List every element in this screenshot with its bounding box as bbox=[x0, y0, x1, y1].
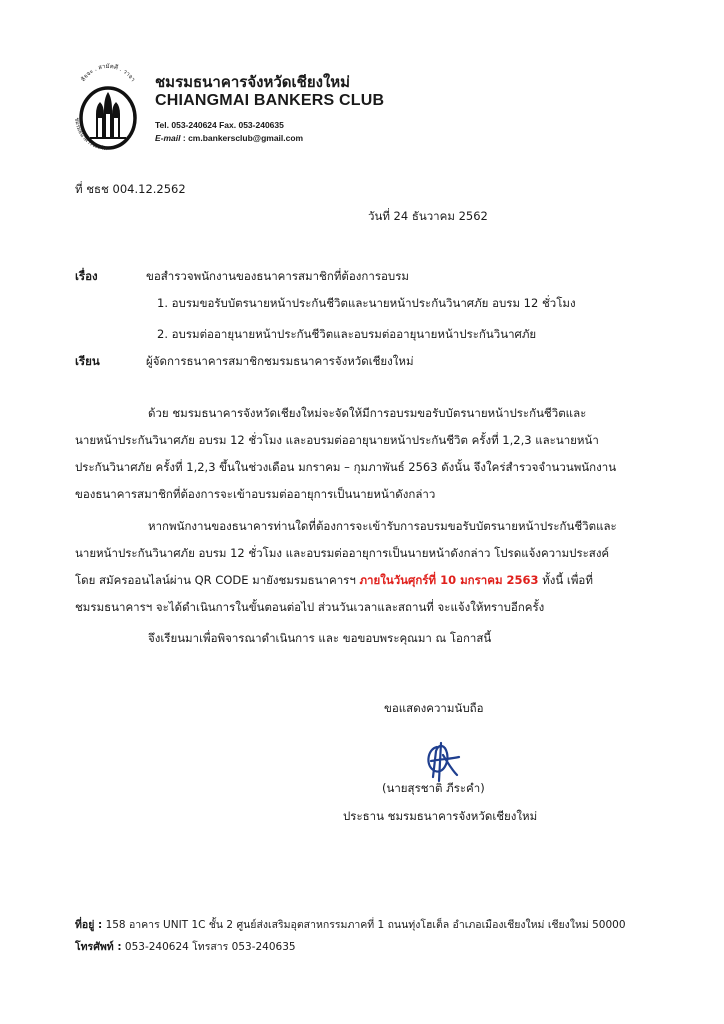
paragraph-2-line-3 bbox=[75, 572, 593, 590]
club-phone-fax: Tel. 053-240624 Fax. 053-240635 bbox=[155, 120, 284, 130]
paragraph-2-line-2: นายหน้าประกันวินาศภัย อบรม 12 ชั่วโมง และอบรมต่ออายุการเป็นนายหน้าดังกล่าว โปรดแจ้งความประสงค์ bbox=[75, 546, 610, 560]
registration-deadline: ภายในวันศุกร์ที่ 10 มกราคม 2563 bbox=[359, 573, 539, 587]
subject-item-2: 2. อบรมต่ออายุนายหน้าประกันชีวิตและอบรมต่ออายุนายหน้าประกันวินาศภัย bbox=[157, 327, 537, 341]
recipient-label: เรียน bbox=[75, 354, 100, 368]
paragraph-1-line-4: ของธนาคารสมาชิกที่ต้องการจะเข้าอบรมต่ออายุการเป็นนายหน้าดังกล่าว bbox=[75, 487, 436, 501]
paragraph-1-line-1: ด้วย ชมรมธนาคารจังหวัดเชียงใหม่จะจัดให้มีการอบรมขอรับบัตรนายหน้าประกันชีวิตและ bbox=[148, 406, 587, 420]
paragraph-1-line-2: นายหน้าประกันวินาศภัย อบรม 12 ชั่วโมง และอบรมต่ออายุนายหน้าประกันชีวิต ครั้งที่ 1,2,3 และนายหน้า bbox=[75, 433, 599, 447]
paragraph-2-line-4: ชมรมธนาคารฯ จะได้ดำเนินการในขั้นตอนต่อไป ส่วนวันเวลาและสถานที่ จะแจ้งให้ทราบอีกครั้ง bbox=[75, 600, 545, 614]
signer-title: ประธาน ชมรมธนาคารจังหวัดเชียงใหม่ bbox=[343, 809, 538, 823]
club-name-english: CHIANGMAI BANKERS CLUB bbox=[155, 92, 385, 109]
registration-instruction: โดย สมัครออนไลน์ผ่าน QR CODE มายังชมรมธนาคารฯ bbox=[75, 573, 360, 587]
footer-address-value: 158 อาคาร UNIT 1C ชั้น 2 ศูนย์ส่งเสริมอุตสาหกรรมภาคที่ 1 ถนนทุ่งโฮเต็ล อำเภอเมืองเชียงใหม่ เชียงใหม่ 50000 bbox=[102, 919, 626, 931]
recipient-value: ผู้จัดการธนาคารสมาชิกชมรมธนาคารจังหวัดเชียงใหม่ bbox=[146, 354, 414, 368]
club-name-thai: ชมรมธนาคารจังหวัดเชียงใหม่ bbox=[155, 73, 351, 91]
subject-title: ขอสำรวจพนักงานของธนาคารสมาชิกที่ต้องการอบรม bbox=[146, 269, 409, 283]
logo-motto-text: สัจจะ . สามัคคี . วาจา bbox=[79, 62, 137, 83]
registration-note: ทั้งนี้ เพื่อที่ bbox=[538, 573, 593, 587]
document-reference: ที่ ชธช 004.12.2562 bbox=[75, 182, 186, 196]
paragraph-2-line-1: หากพนักงานของธนาคารท่านใดที่ต้องการจะเข้ารับการอบรมขอรับบัตรนายหน้าประกันชีวิตและ bbox=[148, 519, 617, 533]
email-label: E-mail bbox=[155, 133, 181, 143]
subject-item-1: 1. อบรมขอรับบัตรนายหน้าประกันชีวิตและนายหน้าประกันวินาศภัย อบรม 12 ชั่วโมง bbox=[157, 296, 576, 310]
footer-address-label: ที่อยู่ : bbox=[75, 919, 103, 931]
closing-request: จึงเรียนมาเพื่อพิจารณาดำเนินการ และ ขอขอบพระคุณมา ณ โอกาสนี้ bbox=[148, 631, 492, 645]
footer-phone-value: 053-240624 โทรสาร 053-240635 bbox=[121, 941, 296, 953]
subject-label: เรื่อง bbox=[75, 269, 98, 283]
footer-address bbox=[75, 916, 626, 933]
sign-off: ขอแสดงความนับถือ bbox=[384, 701, 484, 715]
signer-name: (นายสุรชาติ ภีระคำ) bbox=[382, 781, 485, 795]
handwritten-signature bbox=[423, 737, 463, 783]
logo-seal-side-text: ชมรมธนาคารจังหวัด bbox=[73, 117, 108, 153]
club-logo bbox=[70, 52, 146, 156]
email-value: : cm.bankersclub@gmail.com bbox=[180, 133, 304, 143]
paragraph-1-line-3: ประกันวินาศภัย ครั้งที่ 1,2,3 ขึ้นในช่วงเดือน มกราคม – กุมภาพันธ์ 2563 ดังนั้น จึงใคร่สำรวจจำนวนพนักงาน bbox=[75, 460, 617, 474]
document-date: วันที่ 24 ธันวาคม 2562 bbox=[368, 209, 488, 223]
footer-phone bbox=[75, 938, 296, 955]
club-email bbox=[155, 133, 303, 143]
footer-phone-label: โทรศัพท์ : bbox=[75, 941, 122, 953]
